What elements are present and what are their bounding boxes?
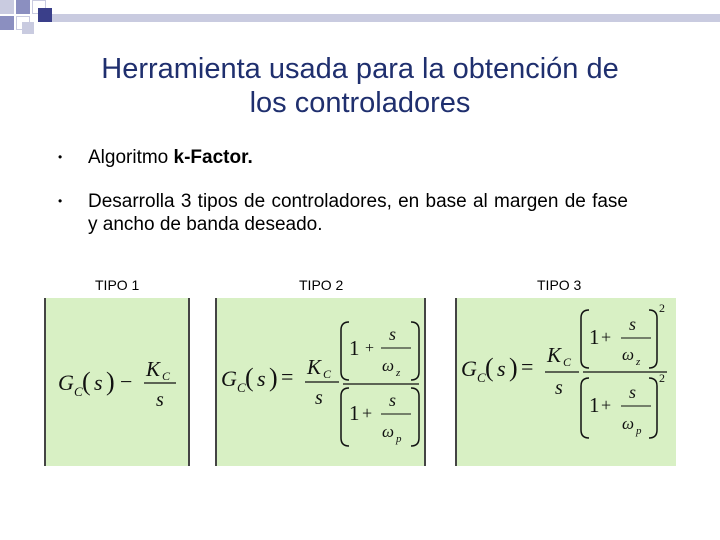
formula-symbol: 1	[349, 401, 360, 425]
formula-symbol: p	[636, 425, 642, 437]
header-rule	[52, 14, 720, 22]
deco-square	[0, 16, 14, 30]
formula-symbol: C	[323, 367, 332, 381]
formula-symbol: s	[497, 356, 506, 381]
formula-symbol: ω	[622, 345, 635, 364]
panel-border	[215, 298, 217, 466]
formula-symbol: C	[237, 380, 246, 395]
bullet-item	[58, 146, 628, 169]
deco-square	[16, 0, 30, 14]
type-label-1: TIPO 1	[95, 277, 140, 293]
formula-symbol: 2	[659, 371, 665, 385]
bullet-text: Desarrolla 3 tipos de controladores, en base al margen de fase y ancho de banda deseado.	[88, 191, 628, 235]
formula-symbol: s	[257, 366, 266, 391]
slide-title	[40, 52, 680, 120]
formula-symbol: +	[601, 327, 612, 347]
formula-symbol: +	[601, 395, 612, 415]
bullet-marker: •	[58, 194, 63, 208]
paren	[341, 322, 349, 380]
deco-square	[0, 0, 14, 14]
paren: (	[245, 363, 254, 392]
formula-symbol: +	[362, 403, 373, 423]
paren	[581, 310, 589, 368]
formula-symbol: s	[555, 377, 563, 399]
formula-symbol: G	[461, 356, 477, 381]
type-label-2: TIPO 2	[299, 277, 344, 293]
title-line: Herramienta usada para la obtención de	[101, 53, 619, 85]
paren: )	[269, 363, 278, 392]
formula-type-3	[455, 298, 676, 466]
panel-border	[44, 298, 46, 466]
formula-symbol: C	[477, 370, 486, 385]
formula-panel-3	[455, 298, 676, 466]
formula-symbol: 1	[349, 336, 360, 360]
bullet-list	[58, 146, 628, 236]
formula-symbol: =	[281, 364, 294, 389]
paren: )	[106, 367, 115, 396]
formula-symbol: ω	[382, 422, 395, 441]
formula-symbol: s	[315, 387, 323, 409]
formula-panel-1	[44, 298, 190, 466]
formula-symbol: s	[389, 390, 397, 410]
bullet-text-bold: k-Factor.	[173, 147, 253, 168]
formula-symbol: s	[94, 370, 103, 395]
formula-symbol: z	[636, 356, 641, 368]
paren	[581, 378, 589, 438]
formula-symbol: s	[156, 389, 164, 411]
formula-type-2	[215, 298, 426, 466]
deco-square	[22, 22, 34, 34]
formula-symbol: −	[120, 369, 133, 394]
formula-symbol: s	[629, 314, 637, 334]
formula-symbol: C	[74, 384, 83, 399]
deco-square	[38, 8, 52, 22]
formula-panel-2	[215, 298, 426, 466]
bullet-marker: •	[58, 150, 63, 164]
formula-symbol: C	[162, 369, 171, 383]
formula-type-1	[44, 298, 190, 466]
formula-symbol: =	[521, 354, 534, 379]
formula-symbol: C	[563, 355, 572, 369]
formula-symbol: K	[547, 343, 562, 367]
panel-border	[424, 298, 426, 466]
paren: (	[485, 353, 494, 382]
formula-symbol: K	[146, 357, 161, 381]
panel-border	[455, 298, 457, 466]
formula-symbol: 1	[589, 325, 600, 349]
formula-symbol: ω	[622, 414, 635, 433]
formula-symbol: K	[307, 355, 322, 379]
paren	[341, 388, 349, 446]
bullet-item	[58, 190, 628, 236]
formula-symbol: s	[629, 382, 637, 402]
formula-symbol: 2	[659, 301, 665, 315]
formula-symbol: s	[389, 324, 397, 344]
paren: (	[82, 367, 91, 396]
paren	[649, 310, 657, 368]
type-label-3: TIPO 3	[537, 277, 582, 293]
formula-symbol: G	[221, 366, 237, 391]
panel-border	[188, 298, 190, 466]
formula-symbol: G	[58, 370, 74, 395]
formula-symbol: 1	[589, 393, 600, 417]
formula-symbol: p	[396, 433, 402, 445]
bullet-text: Algoritmo	[88, 147, 174, 168]
paren	[649, 378, 657, 438]
formula-symbol: ω	[382, 356, 395, 375]
paren	[411, 322, 419, 380]
paren	[411, 388, 419, 446]
formula-symbol: z	[396, 367, 401, 379]
formula-symbol: +	[365, 340, 375, 357]
paren: )	[509, 353, 518, 382]
title-line: los controladores	[249, 87, 471, 119]
